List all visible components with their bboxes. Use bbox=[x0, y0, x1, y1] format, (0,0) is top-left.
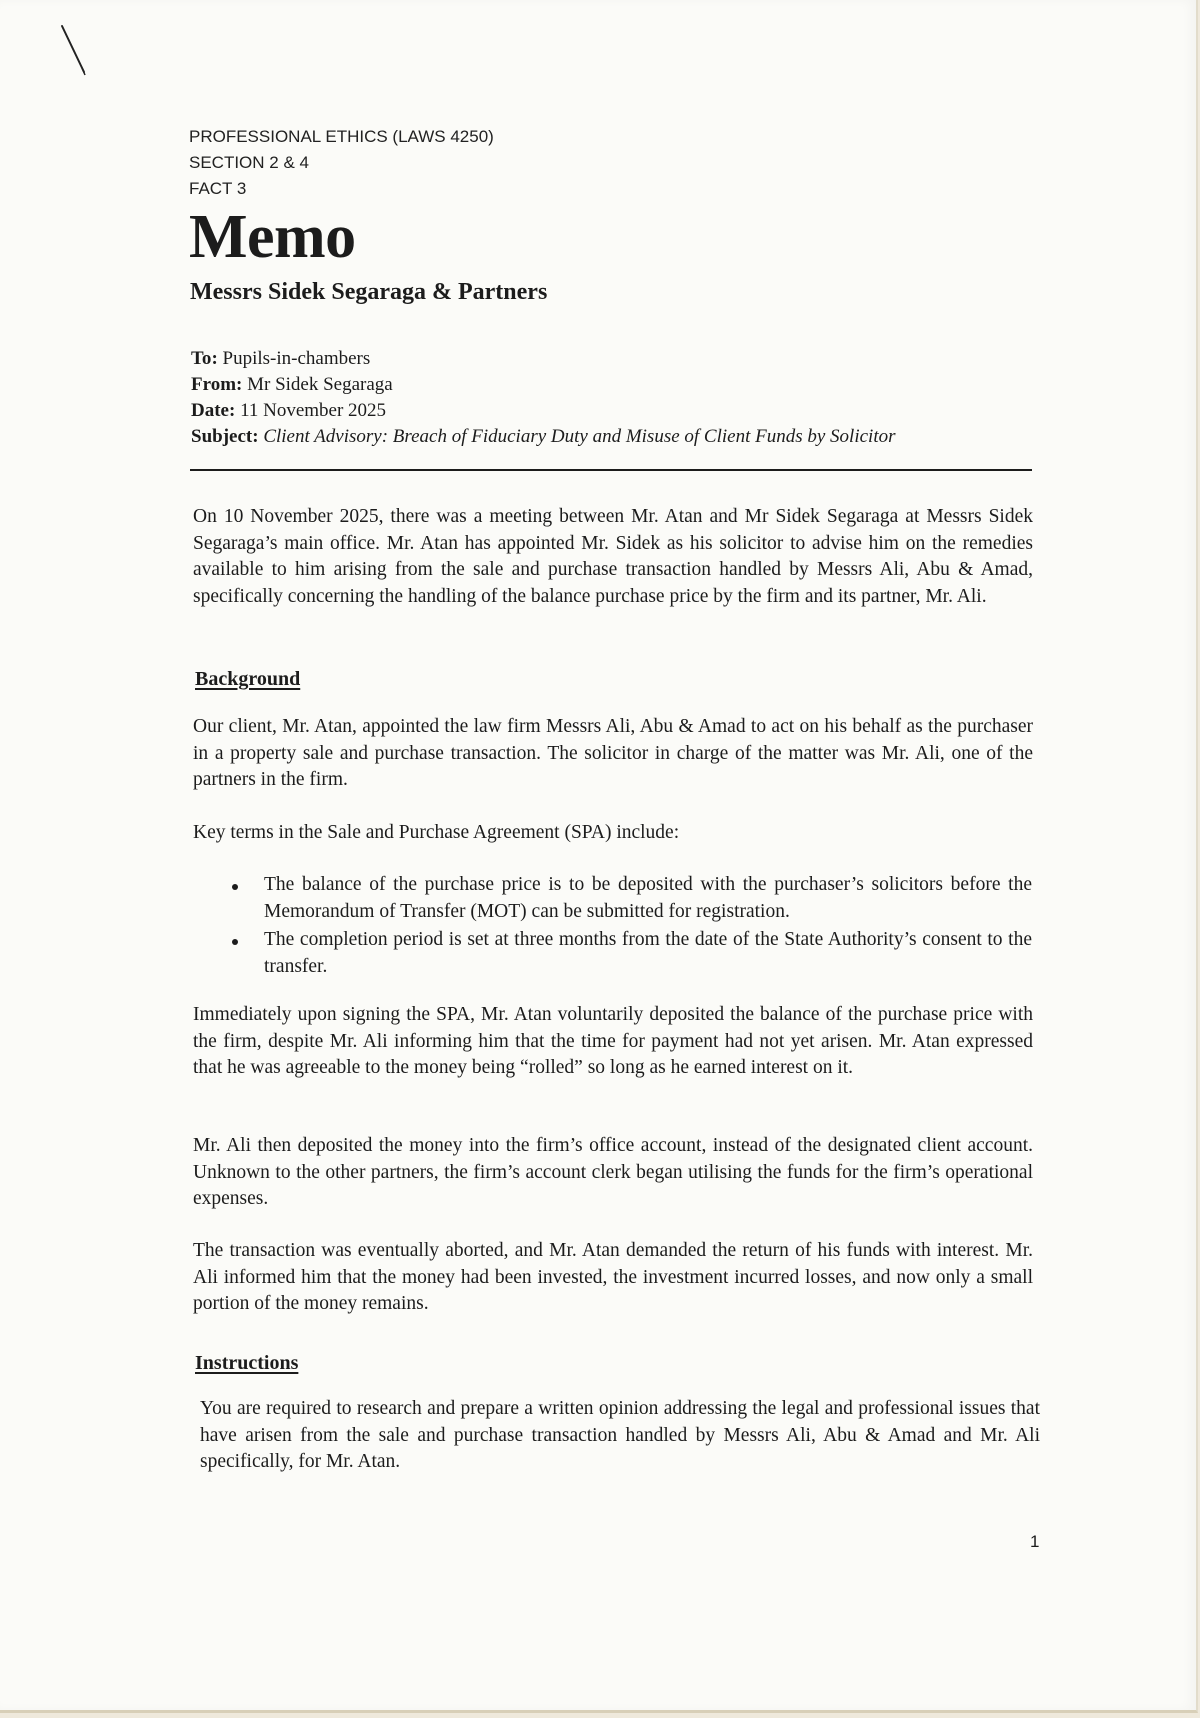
subject-label: Subject bbox=[191, 426, 253, 447]
aborted-paragraph: The transaction was eventually aborted, and Mr. Atan demanded the return of his funds with interest. Mr. Ali informed him that the money had been invested, the investment incurred losses, and now only a small portion of the money remains. bbox=[193, 1240, 1033, 1314]
to-line: To: Pupils-in-chambers bbox=[191, 348, 371, 369]
to-label: To bbox=[191, 348, 212, 369]
date-line: Date: 11 November 2025 bbox=[191, 400, 387, 421]
office-account-paragraph: Mr. Ali then deposited the money into the firm’s office account, instead of the designated client account. Unknown to the other partners, the firm’s account clerk began utilising the funds for the firm’s operational expenses. bbox=[193, 1135, 1033, 1209]
page-number: 1 bbox=[1030, 1532, 1040, 1551]
firm-name: Messrs Sidek Segaraga & Partners bbox=[190, 279, 548, 305]
course-section: SECTION 2 & 4 bbox=[189, 153, 309, 172]
subject-value: Client Advisory: Breach of Fiduciary Duty and Misuse of Client Funds by Solicitor bbox=[263, 426, 896, 447]
deposit-paragraph: Immediately upon signing the SPA, Mr. Atan voluntarily deposited the balance of the purchase price with the firm, despite Mr. Ali informing him that the time for payment had not yet arisen. Mr. Atan expressed that he was agreeable to the money being “rolled” so long as he earned interest on it. bbox=[193, 1004, 1033, 1078]
date-value: 11 November 2025 bbox=[240, 400, 387, 421]
date-label: Date bbox=[191, 400, 229, 421]
instructions-paragraph: You are required to research and prepare a written opinion addressing the legal and professional issues that have arisen from the sale and purchase transaction handled by Messrs Ali, Abu & Amad and Mr. Ali specifically, for Mr. Atan. bbox=[200, 1398, 1040, 1472]
from-value: Mr Sidek Segaraga bbox=[247, 374, 393, 395]
bullet-icon bbox=[232, 939, 238, 945]
header-divider bbox=[190, 469, 1032, 471]
bullet-icon bbox=[232, 884, 238, 890]
list-item: The balance of the purchase price is to be deposited with the purchaser’s solicitors before the Memorandum of Transfer (MOT) can be submitted for registration. bbox=[232, 872, 1032, 925]
instructions-heading: Instructions bbox=[195, 1352, 299, 1374]
pen-stroke-mark bbox=[58, 22, 92, 78]
key-terms-list bbox=[232, 872, 1032, 982]
background-heading: Background bbox=[195, 668, 301, 690]
key-terms-intro: Key terms in the Sale and Purchase Agreement (SPA) include: bbox=[193, 822, 680, 843]
from-label: From bbox=[191, 374, 237, 395]
course-header bbox=[189, 124, 494, 202]
course-title: PROFESSIONAL ETHICS (LAWS 4250) bbox=[189, 127, 494, 146]
subject-line: Subject: Client Advisory: Breach of Fiduciary Duty and Misuse of Client Funds by Solicitor bbox=[191, 426, 896, 447]
to-value: Pupils-in-chambers bbox=[222, 348, 371, 369]
memo-title: Memo bbox=[189, 203, 356, 271]
background-paragraph: Our client, Mr. Atan, appointed the law firm Messrs Ali, Abu & Amad to act on his behalf as the purchaser in a property sale and purchase transaction. The solicitor in charge of the matter was Mr. Ali, one of the partners in the firm. bbox=[193, 716, 1033, 790]
fact-number: FACT 3 bbox=[189, 179, 247, 198]
from-line: From: Mr Sidek Segaraga bbox=[191, 374, 393, 395]
intro-paragraph: On 10 November 2025, there was a meeting between Mr. Atan and Mr Sidek Segaraga at Messrs Sidek Segaraga’s main office. Mr. Atan has appointed Mr. Sidek as his solicitor to advise him on the remedies available to him arising from the sale and purchase transaction handled by Messrs Ali, Abu & Amad, specifically concerning the handling of the balance purchase price by the firm and its partner, Mr. Ali. bbox=[193, 506, 1033, 607]
memo-meta bbox=[191, 346, 896, 450]
list-item: The completion period is set at three months from the date of the State Authority’s consent to the transfer. bbox=[232, 927, 1032, 980]
